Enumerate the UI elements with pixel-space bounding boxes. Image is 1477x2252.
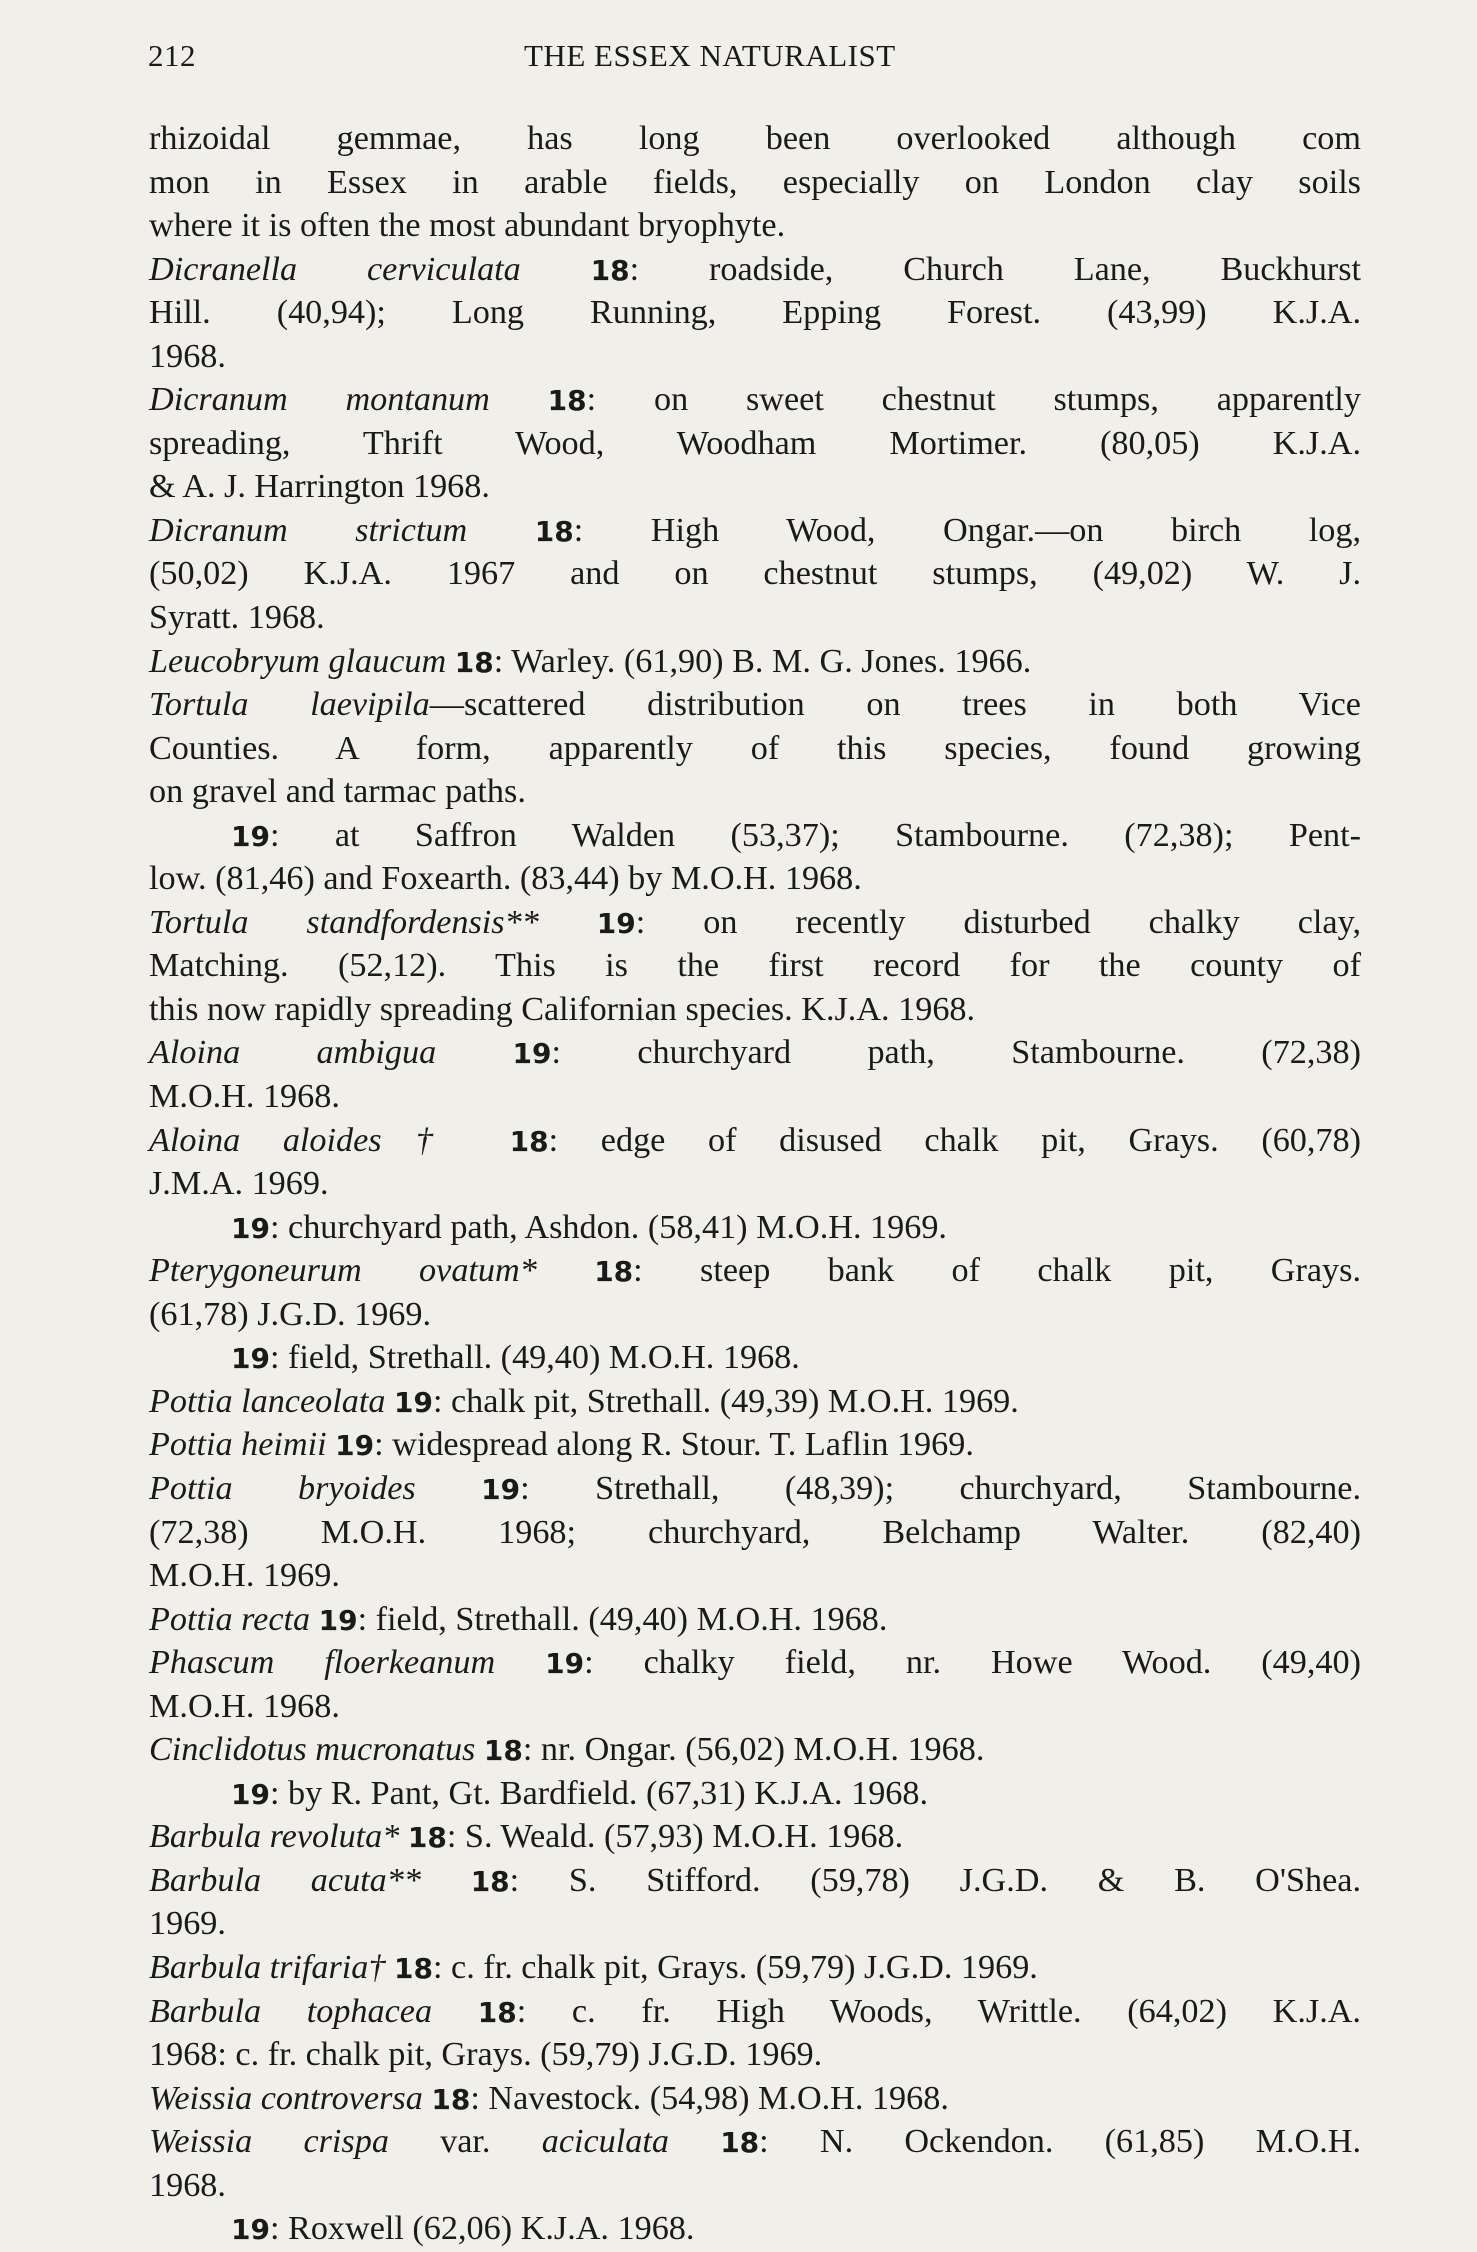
text-run [467, 512, 535, 549]
text-line [149, 1859, 1361, 1903]
text-run [495, 1644, 545, 1681]
species-name: Pottia heimii [149, 1426, 327, 1464]
text-line [149, 2077, 1361, 2121]
text-line [149, 1990, 1361, 2034]
text-run: 1968: c. fr. chalk pit, Grays. (59,79) J.G.D. 1969. [149, 2036, 823, 2074]
text-run: Counties. A form, apparently of this species, found growing [149, 729, 1361, 767]
text-run: : chalky field, nr. Howe Wood. (49,40) [584, 1644, 1361, 1682]
vice-county-number: 18 [407, 1821, 447, 1855]
species-name: aciculata [541, 2123, 669, 2161]
text-run [436, 1034, 512, 1071]
text-run: this now rapidly spreading Californian species. K.J.A. 1968. [149, 990, 976, 1028]
text-run: : on sweet chestnut stumps, apparently [586, 381, 1362, 419]
text-run: mon in Essex in arable fields, especially on London clay soils [149, 163, 1361, 201]
vice-county-number: 19 [231, 1211, 270, 1245]
text-run: on gravel and tarmac paths. [149, 773, 526, 811]
species-name: Weissia crispa [149, 2123, 389, 2161]
species-name: Cinclidotus mucronatus [149, 1731, 476, 1769]
text-run [310, 1601, 319, 1638]
vice-county-number: 19 [231, 1342, 270, 1376]
vice-county-number: 19 [335, 1429, 375, 1463]
text-line [149, 161, 1361, 205]
text-line [149, 596, 1361, 640]
vice-county-number: 19 [481, 1472, 521, 1506]
text-run: : Roxwell (62,06) K.J.A. 1968. [269, 2210, 695, 2248]
text-run: : field, Strethall. (49,40) M.O.H. 1968. [357, 1600, 888, 1638]
text-run [432, 1993, 478, 2030]
text-run: : churchyard path, Ashdon. (58,41) M.O.H. 1969. [269, 1208, 947, 1246]
page-number: 212 [148, 38, 196, 73]
text-line [149, 1511, 1361, 1555]
text-run [446, 643, 455, 680]
text-run: 1968. [149, 2166, 226, 2204]
text-run: —scattered distribution on trees in both Vice [429, 686, 1361, 724]
species-name: Aloina aloides† [149, 1121, 467, 1159]
text-run: : Warley. (61,90) B. M. G. Jones. 1966. [493, 642, 1032, 680]
text-run: (61,78) J.G.D. 1969. [149, 1295, 432, 1333]
species-name: Pottia bryoides [149, 1469, 416, 1507]
text-run: where it is often the most abundant bryophyte. [149, 207, 786, 245]
text-line [149, 770, 1361, 814]
text-line [149, 1380, 1361, 1424]
text-line [149, 1685, 1361, 1729]
text-run: : steep bank of chalk pit, Grays. [633, 1252, 1361, 1290]
species-name: Dicranella cerviculata [149, 250, 521, 288]
text-line [149, 988, 1361, 1032]
journal-title: THE ESSEX NATURALIST [524, 38, 896, 73]
vice-county-number: 18 [470, 1864, 510, 1898]
vice-county-number: 18 [431, 2082, 471, 2116]
text-line [149, 1815, 1361, 1859]
text-line [149, 640, 1361, 684]
text-run: : at Saffron Walden (53,37); Stambourne. (72,38); Pent- [269, 816, 1361, 854]
text-run: : by R. Pant, Gt. Bardfield. (67,31) K.J.A. 1968. [269, 1774, 929, 1812]
text-line [149, 204, 1361, 248]
vice-county-number: 18 [720, 2126, 760, 2160]
text-line [149, 1162, 1361, 1206]
text-run: var. [388, 2123, 542, 2161]
text-line [149, 683, 1361, 727]
text-run: Hill. (40,94); Long Running, Epping Forest. (43,99) K.J.A. [149, 294, 1361, 332]
text-run [385, 1383, 394, 1420]
text-run: : field, Strethall. (49,40) M.O.H. 1968. [269, 1339, 800, 1377]
text-line [149, 1598, 1361, 1642]
text-line [149, 552, 1361, 596]
vice-county-number: 19 [231, 819, 270, 853]
text-run: M.O.H. 1968. [149, 1078, 340, 1116]
text-line [149, 1641, 1361, 1685]
text-run: : nr. Ongar. (56,02) M.O.H. 1968. [522, 1731, 985, 1769]
species-name: Pottia recta [149, 1600, 311, 1638]
text-run: M.O.H. 1969. [149, 1557, 340, 1595]
species-name: Barbula tophacea [149, 1992, 433, 2030]
text-line [149, 1554, 1361, 1598]
text-run: 1969. [149, 1905, 226, 1943]
text-run: : S. Stifford. (59,78) J.G.D. & B. O'Shea. [509, 1861, 1362, 1899]
text-run [421, 1862, 471, 1899]
text-line [149, 944, 1361, 988]
text-line [149, 857, 1361, 901]
species-name: Barbula acuta** [149, 1861, 421, 1899]
vice-county-number: 19 [393, 1385, 433, 1419]
text-line [149, 422, 1361, 466]
text-line [149, 2033, 1361, 2077]
text-run [475, 1731, 484, 1768]
text-run: : Strethall, (48,39); churchyard, Stambourne. [520, 1469, 1361, 1507]
text-line [149, 248, 1361, 292]
vice-county-number: 19 [545, 1647, 585, 1681]
body-text [149, 117, 1361, 2251]
text-run: Matching. (52,12). This is the first record for the county of [149, 947, 1361, 985]
vice-county-number: 18 [394, 1951, 434, 1985]
text-line [149, 1946, 1361, 1990]
text-line [149, 2207, 1361, 2251]
vice-county-number: 18 [454, 645, 494, 679]
text-run [416, 1470, 481, 1507]
vice-county-number: 18 [590, 253, 630, 287]
text-line [149, 1423, 1361, 1467]
text-line [149, 2120, 1361, 2164]
text-line [149, 335, 1361, 379]
text-run: : roadside, Church Lane, Buckhurst [629, 250, 1361, 288]
vice-county-number: 18 [594, 1255, 634, 1289]
vice-county-number: 19 [231, 2213, 270, 2247]
text-line [149, 1772, 1361, 1816]
text-line [149, 1293, 1361, 1337]
species-name: Pterygoneurum ovatum* [149, 1252, 537, 1290]
text-line [149, 1206, 1361, 1250]
species-name: Dicranum strictum [149, 511, 468, 549]
text-run: : churchyard path, Stambourne. (72,38) [551, 1034, 1362, 1072]
text-line [149, 509, 1361, 553]
text-run: : High Wood, Ongar.—on birch log, [573, 511, 1362, 549]
text-line [149, 1249, 1361, 1293]
text-run: low. (81,46) and Foxearth. (83,44) by M.O.H. 1968. [149, 860, 862, 898]
species-name: Weissia controversa [149, 2079, 423, 2117]
text-run: J.M.A. 1969. [149, 1165, 329, 1203]
text-run: Syratt. 1968. [149, 599, 325, 637]
text-line [149, 1467, 1361, 1511]
vice-county-number: 18 [477, 1995, 517, 2029]
species-name: Tortula laevipila [149, 686, 430, 724]
text-run: & A. J. Harrington 1968. [149, 468, 490, 506]
species-name: Pottia lanceolata [149, 1382, 386, 1420]
text-line [149, 814, 1361, 858]
species-name: Barbula revoluta* [149, 1818, 400, 1856]
text-run [490, 381, 548, 418]
text-run [467, 1122, 510, 1159]
text-run [399, 1818, 408, 1855]
vice-county-number: 18 [534, 514, 574, 548]
species-name: Dicranum montanum [149, 381, 490, 419]
text-run [521, 251, 591, 288]
text-run: : c. fr. High Woods, Writtle. (64,02) K.J.A. [516, 1992, 1361, 2030]
text-run [386, 1949, 395, 1986]
species-name: Barbula trifaria† [149, 1948, 386, 1986]
species-name: Tortula standfordensis** [149, 903, 539, 941]
text-line [149, 378, 1361, 422]
species-name: Aloina ambigua [149, 1034, 437, 1072]
text-line [149, 1075, 1361, 1119]
text-line [149, 465, 1361, 509]
text-run [537, 1252, 594, 1289]
text-run [327, 1426, 336, 1463]
species-name: Leucobryum glaucum [149, 642, 447, 680]
text-run: 1968. [149, 337, 226, 375]
vice-county-number: 19 [318, 1603, 358, 1637]
text-run: : S. Weald. (57,93) M.O.H. 1968. [446, 1818, 904, 1856]
text-line [149, 2164, 1361, 2208]
text-run [539, 904, 597, 941]
text-run: : c. fr. chalk pit, Grays. (59,79) J.G.D. 1969. [433, 1948, 1038, 1986]
text-run: : on recently disturbed chalky clay, [635, 903, 1362, 941]
running-head [148, 38, 1363, 88]
text-line [149, 901, 1361, 945]
text-run: spreading, Thrift Wood, Woodham Mortimer. (80,05) K.J.A. [149, 424, 1361, 462]
text-line [149, 291, 1361, 335]
vice-county-number: 19 [596, 906, 636, 940]
species-name: Phascum floerkeanum [149, 1644, 496, 1682]
text-run: (72,38) M.O.H. 1968; churchyard, Belchamp Walter. (82,40) [149, 1513, 1361, 1551]
text-line [149, 727, 1361, 771]
text-run: M.O.H. 1968. [149, 1687, 340, 1725]
text-run [669, 2123, 720, 2160]
vice-county-number: 19 [231, 1777, 270, 1811]
text-line [149, 1336, 1361, 1380]
vice-county-number: 18 [509, 1124, 549, 1158]
vice-county-number: 19 [512, 1037, 552, 1071]
text-run: : Navestock. (54,98) M.O.H. 1968. [470, 2079, 949, 2117]
text-run: : chalk pit, Strethall. (49,39) M.O.H. 1969. [432, 1382, 1019, 1420]
text-line [149, 117, 1361, 161]
vice-county-number: 18 [547, 384, 587, 418]
text-run: : N. Ockendon. (61,85) M.O.H. [759, 2123, 1362, 2161]
text-run: (50,02) K.J.A. 1967 and on chestnut stumps, (49,02) W. J. [149, 555, 1361, 593]
text-line [149, 1728, 1361, 1772]
text-run: : edge of disused chalk pit, Grays. (60,78) [548, 1121, 1362, 1159]
text-run: : widespread along R. Stour. T. Laflin 1969. [374, 1426, 974, 1464]
text-line [149, 1119, 1361, 1163]
text-line [149, 1902, 1361, 1946]
vice-county-number: 18 [483, 1734, 523, 1768]
text-run: rhizoidal gemmae, has long been overlooked although com [149, 120, 1361, 157]
text-line [149, 1031, 1361, 1075]
